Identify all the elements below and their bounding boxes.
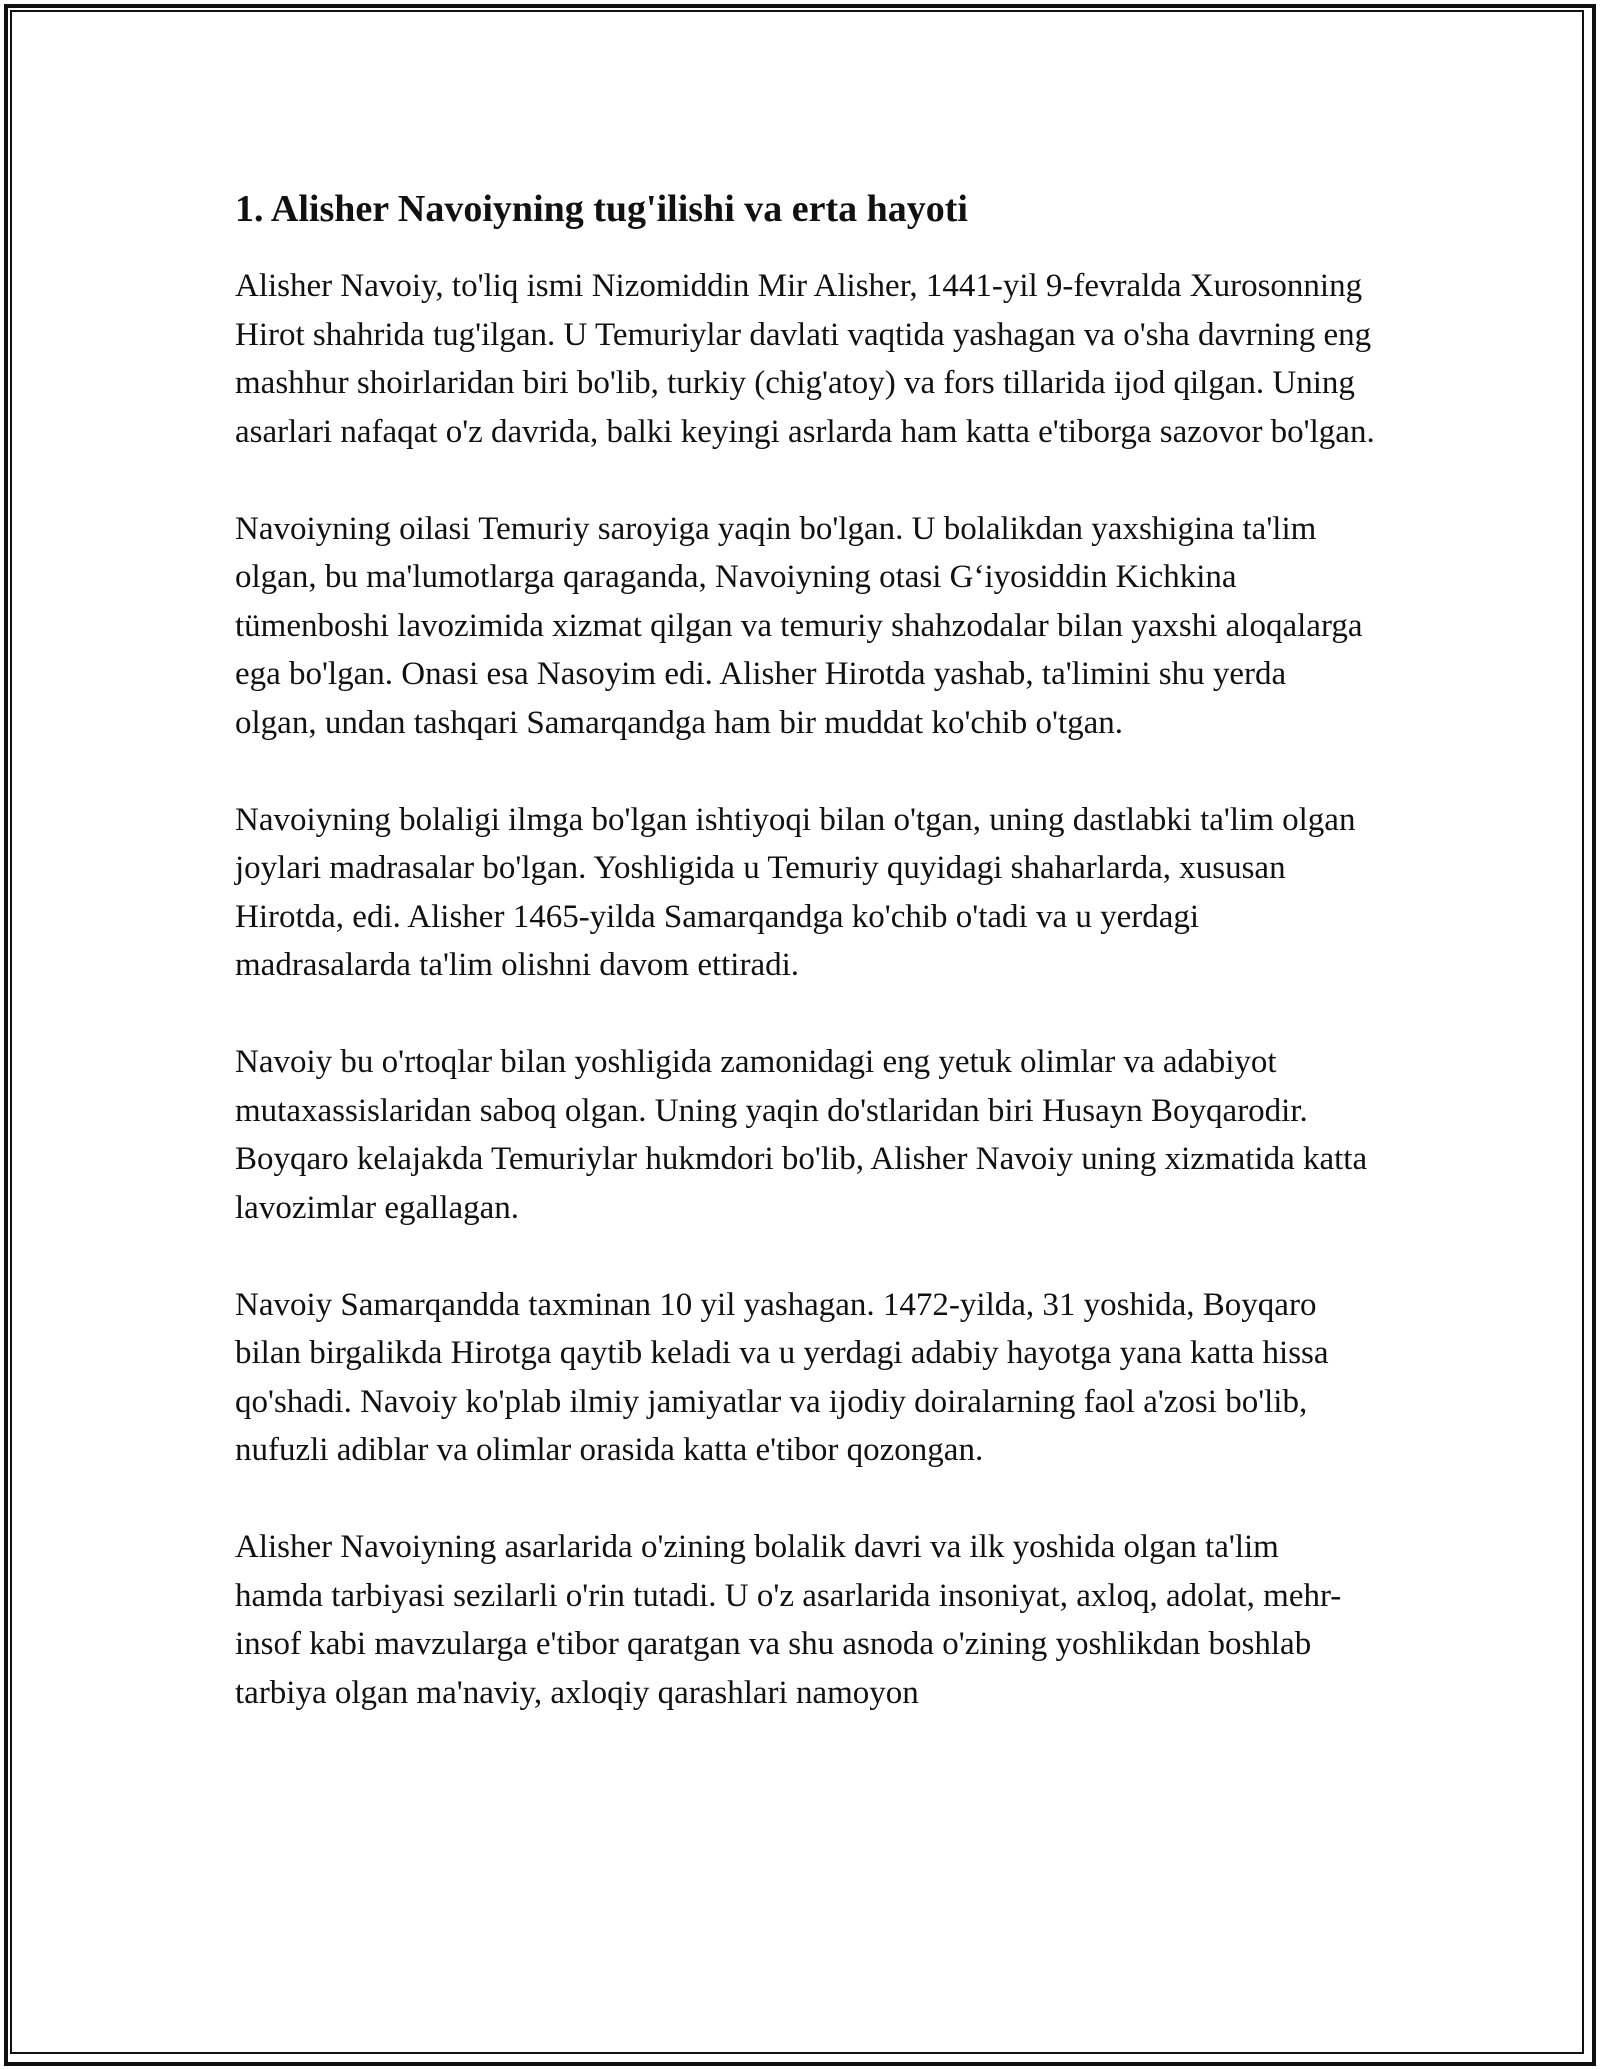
paragraph-6: Alisher Navoiyning asarlarida o'zining bolalik davri va ilk yoshida olgan ta'lim hamda tarbiyasi sezilarli o'rin tutadi. U o'z asarlarida insoniyat, axloq, adolat, mehr-insof kabi mavzularga e'tibor qaratgan va shu asnoda o'zining yoshlikdan boshlab tarbiya olgan ma'naviy, axloqiy qarashlari namoyon	[235, 1529, 1342, 1711]
paragraph-2: Navoiyning oilasi Temuriy saroyiga yaqin bo'lgan. U bolalikdan yaxshigina ta'lim olgan, bu ma'lumotlarga qaraganda, Navoiyning otasi G‘iyosiddin Kichkina tümenboshi lavozimida xizmat qilgan va temuriy shahzodalar bilan yaxshi aloqalarga ega bo'lgan. Onasi esa Nasoyim edi. Alisher Hirotda yashab, ta'limini shu yerda olgan, undan tashqari Samarqandga ham bir muddat ko'chib o'tgan.	[235, 510, 1363, 741]
paragraph-3: Navoiyning bolaligi ilmga bo'lgan ishtiyoqi bilan o'tgan, uning dastlabki ta'lim olgan joylari madrasalar bo'lgan. Yoshligida u Temuriy quyidagi shaharlarda, xususan Hirotda, edi. Alisher 1465-yilda Samarqandga ko'chib o'tadi va u yerdagi madrasalarda ta'lim olishni davom ettiradi.	[235, 801, 1356, 984]
paragraph-1: Alisher Navoiy, to'liq ismi Nizomiddin Mir Alisher, 1441-yil 9-fevralda Xurosonning Hirot shahrida tug'ilgan. U Temuriylar davlati vaqtida yashagan va o'sha davrning eng mashhur shoirlaridan biri bo'lib, turkiy (chig'atoy) va fors tillarida ijod qilgan. Uning asarlari nafaqat o'z davrida, balki keyingi asrlarda ham katta e'tiborga sazovor bo'lgan.	[235, 268, 1375, 450]
document-body	[235, 185, 1375, 1766]
paragraph-5: Navoiy Samarqandda taxminan 10 yil yashagan. 1472-yilda, 31 yoshida, Boyqaro bilan birgalikda Hirotga qaytib keladi va u yerdagi adabiy hayotga yana katta hissa qo'shadi. Navoiy ko'plab ilmiy jamiyatlar va ijodiy doiralarning faol a'zosi bo'lib, nufuzli adiblar va olimlar orasida katta e'tibor qozongan.	[235, 1286, 1329, 1469]
paragraph-4: Navoiy bu o'rtoqlar bilan yoshligida zamonidagi eng yetuk olimlar va adabiyot mutaxassislaridan saboq olgan. Uning yaqin do'stlaridan biri Husayn Boyqarodir. Boyqaro kelajakda Temuriylar hukmdori bo'lib, Alisher Navoiy uning xizmatida katta lavozimlar egallagan.	[235, 1044, 1368, 1226]
section-heading: 1. Alisher Navoiyning tug'ilishi va erta hayoti	[235, 188, 968, 230]
